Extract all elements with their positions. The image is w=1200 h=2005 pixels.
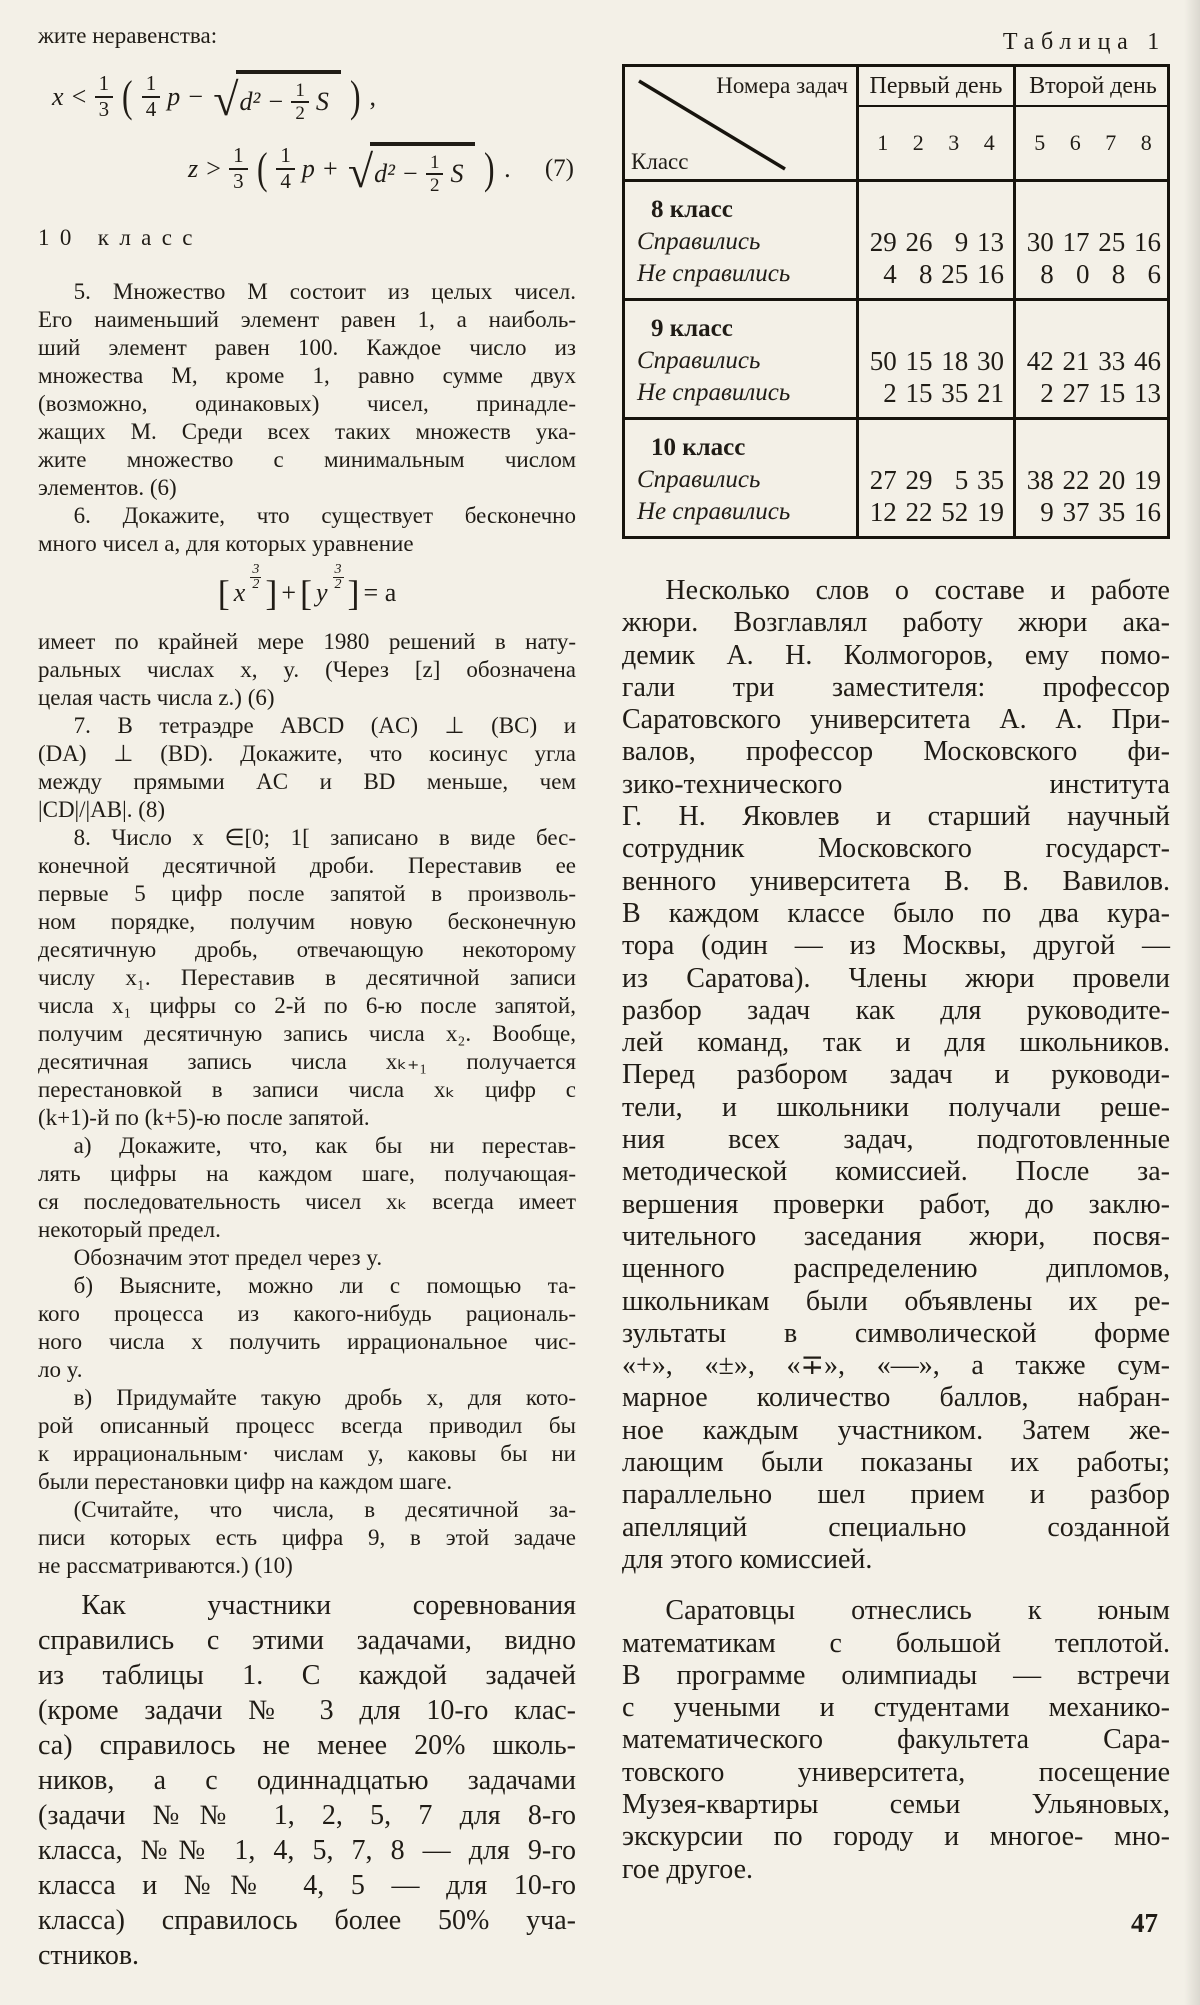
exponent-three-halves: 3 2 bbox=[252, 561, 260, 593]
failed-values bbox=[859, 258, 1013, 290]
table-value: 4 bbox=[883, 259, 897, 289]
text-line: справились с этими задачами, видно bbox=[38, 1625, 576, 1656]
table-value: 35 bbox=[941, 378, 969, 408]
text-line: Саратовского университета А. А. При- bbox=[622, 704, 1170, 736]
text-line: (возможно, одинаковых) чисел, принадле- bbox=[38, 391, 576, 416]
text-line: первые 5 цифр после запятой в произволь- bbox=[38, 881, 576, 906]
text-line: чительного заседания жюри, посвя- bbox=[622, 1220, 1170, 1252]
class-label: 8 класс bbox=[651, 196, 733, 223]
text-line: жюри. Возглавлял работу жюри ака- bbox=[622, 607, 1170, 639]
table-value: 35 bbox=[977, 465, 1004, 495]
table-value: 8 bbox=[1111, 259, 1126, 289]
row-labels bbox=[625, 420, 856, 536]
y-base: y bbox=[315, 577, 328, 607]
text-line: 5. Множество M состоит из целых чисел. bbox=[73, 279, 576, 304]
text-line: ший элемент равен 100. Каждое число из bbox=[38, 335, 576, 360]
failed-label: Не справились bbox=[637, 379, 791, 406]
text-line: тора (один — из Москвы, другой — bbox=[622, 930, 1170, 962]
text-line: жите множество с минимальным числом bbox=[38, 447, 576, 472]
radical bbox=[348, 142, 476, 197]
text-line: ло y. bbox=[38, 1357, 83, 1382]
jury-paragraph bbox=[622, 575, 1170, 1576]
table-value: 9 bbox=[1040, 497, 1054, 527]
text-line: Музея-квартиры семьи Ульяновых, bbox=[622, 1788, 1170, 1820]
results-table bbox=[622, 64, 1170, 539]
formula-lhs: z > bbox=[188, 154, 223, 183]
text-line: математикам с большой теплотой. bbox=[622, 1627, 1170, 1659]
solved-values bbox=[1016, 226, 1170, 258]
text-line: апелляций специально созданной bbox=[622, 1511, 1170, 1543]
text-line: стников. bbox=[38, 1940, 140, 1971]
exponent-three-halves: 3 2 bbox=[334, 561, 342, 593]
solved-label: Справились bbox=[637, 347, 761, 374]
fraction-one-half: $\frac{1}{2}$ bbox=[426, 152, 444, 197]
open-paren: ( bbox=[122, 72, 133, 122]
table-value: 27 bbox=[1062, 378, 1090, 408]
text-line: (Считайте, что числа, в десятичной за- bbox=[73, 1497, 576, 1522]
p-term: p + bbox=[301, 154, 339, 183]
text-line: из Саратова). Члены жюри провели bbox=[622, 962, 1170, 994]
table-value: 6 bbox=[1069, 130, 1081, 155]
table-value: 21 bbox=[1062, 346, 1090, 376]
solved-label: Справились bbox=[637, 228, 761, 255]
table-value: 35 bbox=[1098, 497, 1126, 527]
table-value: 29 bbox=[869, 227, 897, 257]
paragraph-problem-6-continued bbox=[38, 628, 576, 712]
text-line: в) Придумайте такую дробь x, для кото- bbox=[73, 1385, 576, 1410]
failed-values bbox=[859, 496, 1013, 528]
table-value: 1 bbox=[877, 130, 889, 155]
table-value: 29 bbox=[905, 465, 933, 495]
text-line: В каждом классе было по два кура- bbox=[622, 897, 1170, 929]
text-line: а) Докажите, что, как бы ни перестав- bbox=[73, 1133, 576, 1158]
table-value: 4 bbox=[983, 130, 995, 155]
solved-values bbox=[859, 464, 1013, 496]
fraction-one-half: $\frac{1}{2}$ bbox=[291, 80, 309, 125]
text-line: (DA) ⊥ (BD). Докажите, что косинус угла bbox=[38, 741, 576, 766]
text-line: числа x₁ цифры со 2-й по 6-ю после запятой, bbox=[38, 993, 576, 1018]
paragraph-problem-8v bbox=[38, 1384, 576, 1496]
text-line: ного числа x получить иррациональное чис- bbox=[38, 1329, 576, 1354]
table-value: 16 bbox=[977, 259, 1004, 289]
text-line: для этого комиссией. bbox=[622, 1543, 873, 1575]
table-value: 33 bbox=[1098, 346, 1126, 376]
text-line: (k+1)-й по (k+5)-ю после запятой. bbox=[38, 1105, 370, 1130]
table-value: 12 bbox=[869, 497, 897, 527]
text-line: (задачи №№ 1, 2, 5, 7 для 8-го bbox=[38, 1800, 576, 1831]
floor-equation bbox=[217, 561, 397, 613]
failed-values bbox=[859, 377, 1013, 409]
day1-values bbox=[856, 420, 1013, 536]
table-value: 22 bbox=[1062, 465, 1090, 495]
text-line: некоторый предел. bbox=[38, 1217, 221, 1242]
text-line: ся последовательность чисел xₖ всегда имеет bbox=[38, 1189, 576, 1214]
text-line: В программе олимпиады — встречи bbox=[622, 1659, 1170, 1691]
table-value: 52 bbox=[941, 497, 969, 527]
paragraph-problem-6 bbox=[38, 502, 576, 558]
text-line: ное каждым участником. Затем же- bbox=[622, 1414, 1170, 1446]
text-line: ном порядке, получим новую бесконечную bbox=[38, 909, 576, 934]
text-line: ников, а с одиннадцатью задачами bbox=[38, 1765, 576, 1796]
solved-values bbox=[859, 345, 1013, 377]
paragraph-problem-5 bbox=[38, 278, 576, 502]
radicand: d² − $\frac{1}{2}$ S bbox=[370, 142, 475, 197]
text-line: щенного распределению дипломов, bbox=[622, 1253, 1170, 1285]
text-line: гали три заместителя: профессор bbox=[622, 671, 1170, 703]
failed-values bbox=[1016, 258, 1170, 290]
paragraph-problem-8a bbox=[38, 1132, 576, 1244]
table-value: 20 bbox=[1098, 465, 1126, 495]
text-line: зико-технического института bbox=[622, 768, 1170, 800]
close-paren: ) bbox=[349, 72, 361, 122]
table-value: 18 bbox=[941, 346, 969, 376]
text-line: вершения проверки работ, до заклю- bbox=[622, 1188, 1170, 1220]
table-value: 30 bbox=[1026, 227, 1054, 257]
text-line: марное количество баллов, набран- bbox=[622, 1382, 1170, 1414]
table-value: 3 bbox=[948, 130, 960, 155]
x-base: x bbox=[233, 577, 246, 607]
text-line: лей команд, так и для школьников. bbox=[622, 1027, 1170, 1059]
table-value: 8 bbox=[1040, 259, 1054, 289]
table-value: 15 bbox=[1098, 378, 1126, 408]
left-column bbox=[38, 22, 576, 1973]
heading-10-class: 10 класс bbox=[38, 225, 203, 250]
table-value: 37 bbox=[1062, 497, 1090, 527]
text-line: из таблицы 1. С каждой задачей bbox=[38, 1660, 576, 1691]
paragraph-limit-note bbox=[38, 1244, 576, 1272]
paragraph-problem-7 bbox=[38, 712, 576, 824]
text-line: методической комиссией. После за- bbox=[622, 1156, 1170, 1188]
corner-cell bbox=[625, 67, 856, 179]
table-value: 9 bbox=[954, 227, 969, 257]
table-value: 15 bbox=[905, 346, 933, 376]
table-value: 6 bbox=[1147, 259, 1161, 289]
paragraph-problem-8b bbox=[38, 1272, 576, 1384]
table-value: 22 bbox=[905, 497, 933, 527]
table-value: 8 bbox=[919, 259, 933, 289]
solved-values bbox=[859, 226, 1013, 258]
text-line: много чисел a, для которых уравнение bbox=[38, 531, 414, 556]
radicand: d² − $\frac{1}{2}$ S bbox=[236, 70, 341, 125]
table-value: 25 bbox=[1098, 227, 1126, 257]
table-value: 16 bbox=[1134, 227, 1161, 257]
p-term: p − bbox=[167, 82, 205, 111]
page-number: 47 bbox=[1131, 1908, 1158, 1938]
text-line: ральных числах x, y. (Через [z] обозначена bbox=[38, 657, 576, 682]
formula-tail: , bbox=[369, 82, 377, 111]
close-paren: ) bbox=[484, 144, 496, 194]
text-line: жащих M. Среди всех таких множеств ука- bbox=[38, 419, 576, 444]
table-value: 27 bbox=[869, 465, 897, 495]
text-line: рой описанный процесс всегда приводил бы bbox=[38, 1413, 576, 1438]
text-line: класса, №№ 1, 4, 5, 7, 8 — для 9-го bbox=[38, 1835, 576, 1866]
table-value: 2 bbox=[912, 130, 924, 155]
day2-values bbox=[1013, 182, 1170, 298]
day1-values bbox=[856, 182, 1013, 298]
text-line: элементов. (6) bbox=[38, 475, 177, 500]
text-line: к иррациональным· числам y, каковы бы ни bbox=[38, 1441, 576, 1466]
text-line: математического факультета Сара- bbox=[622, 1724, 1170, 1756]
text-line: с учеными и студентами механико- bbox=[622, 1692, 1170, 1724]
inequality-formula-1 bbox=[52, 66, 576, 128]
text-line: Его наименьший элемент равен 1, а наиболь- bbox=[38, 307, 576, 332]
text-line: са) справилось не менее 20% школь- bbox=[38, 1730, 576, 1761]
table-value: 17 bbox=[1062, 227, 1090, 257]
text-line: валов, профессор Московского фи- bbox=[622, 736, 1170, 768]
text-line: (кроме задачи № 3 для 10-го клас- bbox=[38, 1695, 576, 1726]
text-line: между прямыми AC и BD меньше, чем bbox=[38, 769, 576, 794]
text-line: имеет по крайней мере 1980 решений в нату- bbox=[38, 629, 576, 654]
text-line: тели, и школьники получали реше- bbox=[622, 1091, 1170, 1123]
text-line: Г. Н. Яковлев и старший научный bbox=[622, 801, 1170, 833]
text-line: Перед разбором задач и руководи- bbox=[622, 1059, 1170, 1091]
table-value: 7 bbox=[1105, 130, 1117, 155]
equation-number-7: (7) bbox=[544, 155, 574, 182]
paragraph-problem-8 bbox=[38, 824, 576, 1132]
table-value: 19 bbox=[977, 497, 1004, 527]
text-line: перестановкой в записи числа xₖ цифр с bbox=[38, 1077, 576, 1102]
table-value: 42 bbox=[1026, 346, 1054, 376]
text-line: ния всех задач, подготовленные bbox=[622, 1124, 1170, 1156]
formula-lhs: x < bbox=[52, 82, 88, 111]
text-line: лять цифры на каждом шаге, получающая- bbox=[38, 1161, 576, 1186]
table-value: 0 bbox=[1076, 259, 1090, 289]
text-line: Несколько слов о составе и работе bbox=[665, 575, 1170, 606]
failed-label: Не справились bbox=[637, 498, 791, 525]
text-line: конечной десятичной дроби. Переставив ее bbox=[38, 853, 576, 878]
text-line: писи которых есть цифра 9, в этой задаче bbox=[38, 1525, 576, 1550]
text-line: множества M, кроме 1, равно сумме двух bbox=[38, 363, 576, 388]
inequality-formula-2 bbox=[188, 142, 511, 197]
open-bracket: [ bbox=[217, 572, 230, 613]
failed-values bbox=[1016, 377, 1170, 409]
table-value: 2 bbox=[1040, 378, 1054, 408]
table-value: 26 bbox=[905, 227, 933, 257]
text-line: числу x₁. Переставив в десятичной записи bbox=[38, 965, 576, 990]
right-column bbox=[622, 28, 1170, 1886]
table-header bbox=[625, 67, 1167, 179]
text-line: зультаты в символической форме bbox=[622, 1317, 1170, 1349]
open-bracket: [ bbox=[299, 572, 312, 613]
day2-header: Второй день bbox=[1013, 67, 1170, 107]
text-line: демик А. Н. Колмогоров, ему помо- bbox=[622, 639, 1170, 671]
day1-values bbox=[856, 301, 1013, 417]
solved-label: Справились bbox=[637, 466, 761, 493]
close-bracket: ] bbox=[347, 572, 360, 613]
text-line: параллельно шел прием и разбор bbox=[622, 1479, 1170, 1511]
radical bbox=[213, 70, 341, 125]
text-line: класса) справилось более 50% уча- bbox=[38, 1905, 576, 1936]
table-value: 38 bbox=[1026, 465, 1054, 495]
fraction-one-third: $\frac{1}{3}$ bbox=[95, 72, 114, 121]
day2-values bbox=[1013, 301, 1170, 417]
table-value: 13 bbox=[1134, 378, 1161, 408]
failed-label: Не справились bbox=[637, 260, 791, 287]
closing-paragraph bbox=[38, 1588, 576, 1973]
text-line: венного университета В. В. Вавилов. bbox=[622, 865, 1170, 897]
text-line: Обозначим этот предел через y. bbox=[73, 1245, 383, 1270]
text-line: экскурсии по городу и многое- мно- bbox=[622, 1821, 1170, 1853]
table-value: 30 bbox=[977, 346, 1004, 376]
text-line: не рассматриваются.) (10) bbox=[38, 1553, 293, 1578]
text-line: «+», «±», «∓», «—», а также сум- bbox=[622, 1350, 1170, 1382]
table-value: 46 bbox=[1134, 346, 1161, 376]
solved-values bbox=[1016, 464, 1170, 496]
text-line: Саратовцы отнеслись к юным bbox=[665, 1595, 1170, 1627]
corner-label-class: Класс bbox=[631, 149, 689, 174]
text-line: школьникам были объявлены их ре- bbox=[622, 1285, 1170, 1317]
intro-line: жите неравенства: bbox=[38, 23, 218, 48]
text-line: лающим были показаны их работы; bbox=[622, 1447, 1170, 1479]
table-value: 2 bbox=[883, 378, 897, 408]
radical-sign-icon: √ bbox=[213, 73, 239, 125]
text-line: 6. Докажите, что существует бесконечно bbox=[73, 503, 576, 528]
table-row-class-9 bbox=[625, 298, 1167, 417]
radical-sign-icon: √ bbox=[347, 145, 374, 197]
day2-values bbox=[1013, 420, 1170, 536]
fraction-one-quarter: $\frac{1}{4}$ bbox=[276, 144, 295, 193]
table-row-class-10 bbox=[625, 417, 1167, 536]
failed-values bbox=[1016, 496, 1170, 528]
saratov-paragraph bbox=[622, 1595, 1170, 1886]
table-value: 8 bbox=[1140, 130, 1152, 155]
text-line: получим десятичную запись числа x₂. Вообще, bbox=[38, 1021, 576, 1046]
problem-numbers-day1 bbox=[856, 107, 1013, 179]
day1-header: Первый день bbox=[856, 67, 1013, 107]
inequality-formula-2-row bbox=[38, 138, 576, 200]
table-value: 5 bbox=[954, 465, 969, 495]
text-line: |CD|/|AB|. (8) bbox=[38, 797, 166, 822]
text-line: были перестановки цифр на каждом шаге. bbox=[38, 1469, 453, 1494]
corner-label-problems: Номера задач bbox=[716, 73, 848, 98]
text-line: разбор задач как для руководите- bbox=[622, 994, 1170, 1026]
text-line: товского университета, посещение bbox=[622, 1756, 1170, 1788]
table-value: 50 bbox=[869, 346, 897, 376]
floor-equation-row bbox=[38, 561, 576, 620]
table-value: 19 bbox=[1134, 465, 1161, 495]
class-label: 10 класс bbox=[651, 434, 746, 461]
text-line: кого процесса из какого-нибудь рациональ- bbox=[38, 1301, 576, 1326]
text-line: Как участники соревнования bbox=[81, 1590, 576, 1621]
table-value: 21 bbox=[977, 378, 1004, 408]
text-line: 8. Число x ∈[0; 1[ записано в виде бес- bbox=[73, 825, 576, 850]
text-line: класса и №№ 4, 5 — для 10-го bbox=[38, 1870, 576, 1901]
paragraph-problem-8-note bbox=[38, 1496, 576, 1580]
table-caption: Таблица 1 bbox=[1002, 29, 1166, 55]
table-value: 15 bbox=[905, 378, 933, 408]
class-label: 9 класс bbox=[651, 315, 733, 342]
table-row-class-8 bbox=[625, 179, 1167, 298]
row-labels bbox=[625, 182, 856, 298]
text-line: десятичная запись числа xₖ₊₁ получается bbox=[38, 1049, 576, 1074]
text-line: сотрудник Московского государст- bbox=[622, 833, 1170, 865]
solved-values bbox=[1016, 345, 1170, 377]
formula-tail: . bbox=[504, 154, 511, 183]
table-value: 5 bbox=[1034, 130, 1046, 155]
text-line: гое другое. bbox=[622, 1853, 753, 1885]
open-paren: ( bbox=[256, 144, 268, 194]
table-value: 13 bbox=[977, 227, 1004, 257]
table-value: 25 bbox=[941, 259, 969, 289]
fraction-one-quarter: $\frac{1}{4}$ bbox=[142, 72, 161, 121]
text-line: 7. В тетраэдре ABCD (AC) ⊥ (BC) и bbox=[73, 713, 576, 738]
table-value: 16 bbox=[1134, 497, 1161, 527]
problem-numbers-day2 bbox=[1013, 107, 1170, 179]
text-line: целая часть числа z.) (6) bbox=[38, 685, 275, 710]
text-line: б) Выясните, можно ли с помощью та- bbox=[73, 1273, 576, 1298]
fraction-one-third: $\frac{1}{3}$ bbox=[229, 144, 248, 193]
close-bracket: ] bbox=[265, 572, 278, 613]
plus-sign: + bbox=[281, 577, 296, 607]
text-line: десятичную дробь, отвечающую некоторому bbox=[38, 937, 576, 962]
row-labels bbox=[625, 301, 856, 417]
equals-a: = a bbox=[363, 577, 397, 607]
